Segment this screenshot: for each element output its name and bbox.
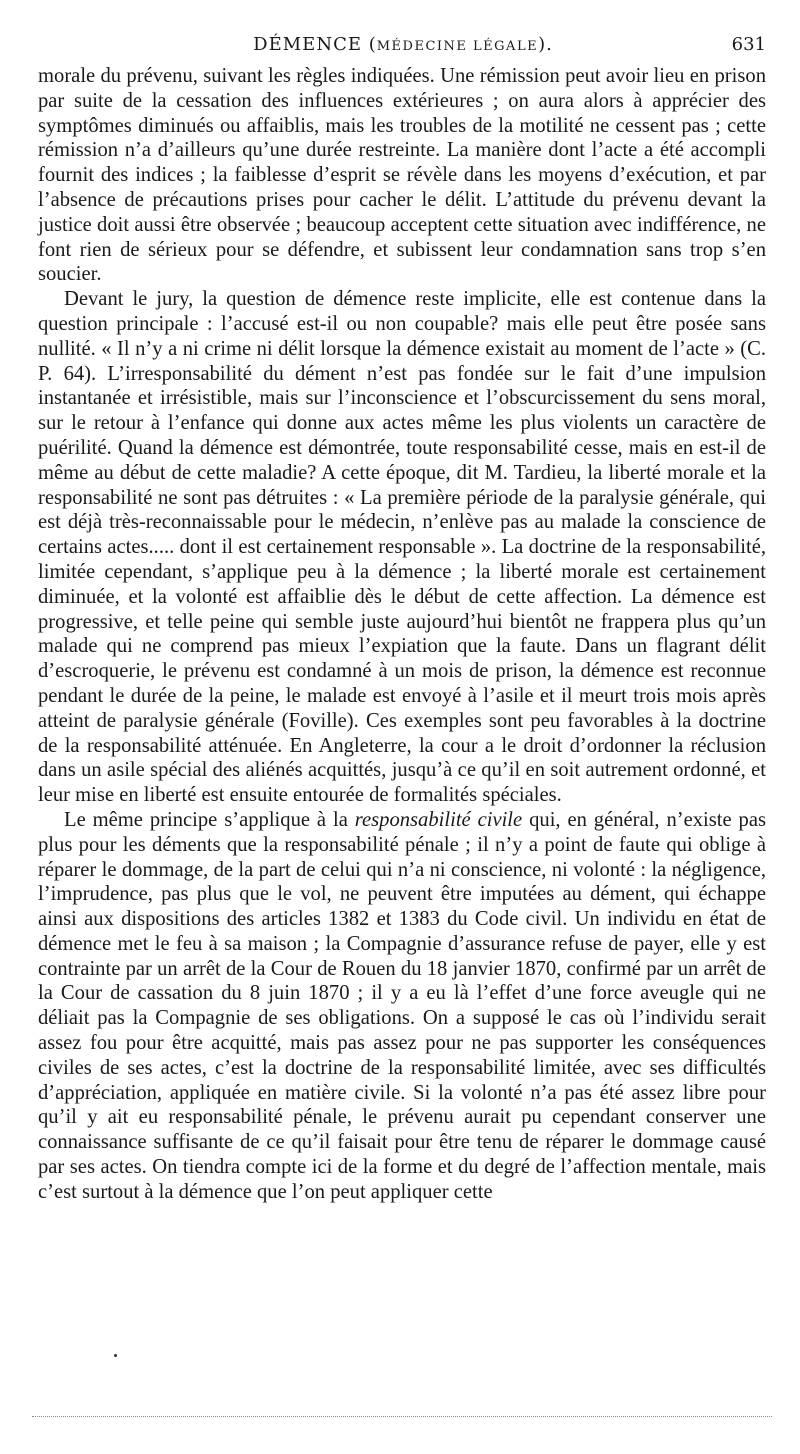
- paragraph-1: [38, 64, 766, 287]
- running-header: [40, 34, 766, 64]
- paragraph-3: [38, 808, 766, 1205]
- ink-speck: [114, 1354, 117, 1357]
- running-title-close-paren: ).: [538, 34, 553, 55]
- running-title-main: DÉMENCE: [253, 34, 362, 55]
- running-title-open-paren: (: [368, 34, 377, 55]
- body-text: [38, 64, 766, 1205]
- running-title-subject: MÉDECINE LÉGALE: [376, 39, 539, 54]
- bottom-rule: [32, 1416, 772, 1417]
- paragraph-2: [38, 287, 766, 808]
- paragraph-3-text-start: Le même principe s’applique à la: [64, 808, 355, 831]
- page-number: 631: [731, 34, 766, 55]
- paragraph-1-text: morale du prévenu, suivant les règles indiquées. Une rémission peut avoir lieu en prison par suite de la cessation des influences extérieures ; on aura alors à apprécier des symptômes diminués ou affaiblis, mais les troubles de la motilité ne cessent pas ; cette rémission n’a d’ailleurs qu’une durée restreinte. La manière dont l’acte a été accompli fournit des indices ; la faiblesse d’esprit se révèle dans les moyens d’exécution, et par l’absence de précautions prises pour cacher le délit. L’attitude du prévenu devant la justice doit aussi être observée ; beaucoup acceptent cette situation avec indifférence, ne font rien de sérieux pour se défendre, et subissent leur condamnation sans trop s’en soucier.: [38, 65, 766, 286]
- paragraph-2-text: Devant le jury, la question de démence reste implicite, elle est contenue dans la question principale : l’accusé est-il ou non coupable? mais elle peut être posée sans nullité. « Il n’y a ni crime ni délit lorsque la démence existait au moment de l’acte » (C. P. 64). L’irresponsabilité du dément n’est pas fondée sur le fait d’une impulsion instantanée et irrésistible, mais sur l’inconscience et l’obscurcissement du sens moral, sur le retour à l’enfance qui donne aux actes même les plus violents un caractère de puérilité. Quand la démence est démontrée, toute responsabilité cesse, mais en est-il de même au début de cette maladie? A cette époque, dit M. Tardieu, la liberté morale et la responsabilité ne sont pas détruites : « La première période de la paralysie générale, qui est déjà très-reconnaissable pour le médecin, n’enlève pas au malade la conscience de certains actes..... dont il est certainement responsable ». La doctrine de la responsabilité, limitée cependant, s’applique peu à la démence ; la liberté morale est certainement diminuée, et la volonté est affaiblie dès le début de cette affection. La démence est progressive, et telle peine qui semble juste aujourd’hui bientôt ne frappera plus qu’un malade qui ne comprend pas mieux l’expiation que la faute. Dans un flagrant délit d’escroquerie, le prévenu est condamné à un mois de prison, la démence est reconnue pendant le durée de la peine, le malade est envoyé à l’asile et il meurt trois mois après atteint de paralysie générale (Foville). Ces exemples sont peu favorables à la doctrine de la responsabilité atténuée. En Angleterre, la cour a le droit d’ordonner la réclusion dans un asile spécial des aliénés acquittés, jusqu’à ce qu’il en soit autrement ordonné, et leur mise en liberté est ensuite entourée de formalités spéciales.: [38, 288, 766, 807]
- running-title: [40, 34, 766, 55]
- paragraph-3-text-end: qui, en général, n’existe pas plus pour les déments que la responsabilité pénale ; il n’y a point de faute qui oblige à réparer le dommage, de la part de celui qui n’a ni conscience, ni volonté : la négligence, l’imprudence, pas plus que le vol, ne peuvent être imputées au dément, qui échappe ainsi aux dispositions des articles 1382 et 1383 du Code civil. Un individu en état de démence met le feu à sa maison ; la Compagnie d’assurance refuse de payer, elle y est contrainte par un arrêt de la Cour de Rouen du 18 janvier 1870, confirmé par un arrêt de la Cour de cassation du 8 juin 1870 ; il y a eu là l’effet d’une force aveugle qui ne déliait pas la Compagnie de ses obligations. On a supposé le cas où l’individu serait assez fou pour être acquitté, mais pas assez pour ne pas supporter les conséquences civiles de ses actes, c’est la doctrine de la responsabilité limitée, avec ses difficultés d’appréciation, appliquée en matière civile. Si la volonté n’a pas été assez libre pour qu’il y ait eu responsabilité pénale, le prévenu aurait pu cependant conserver une connaissance suffisante de ce qu’il faisait pour être tenu de réparer le dommage causé par ses actes. On tiendra compte ici de la forme et du degré de l’affection mentale, mais c’est surtout à la démence que l’on peut appliquer cette: [38, 808, 767, 1203]
- paragraph-3-italic-term: responsabilité civile: [354, 808, 523, 831]
